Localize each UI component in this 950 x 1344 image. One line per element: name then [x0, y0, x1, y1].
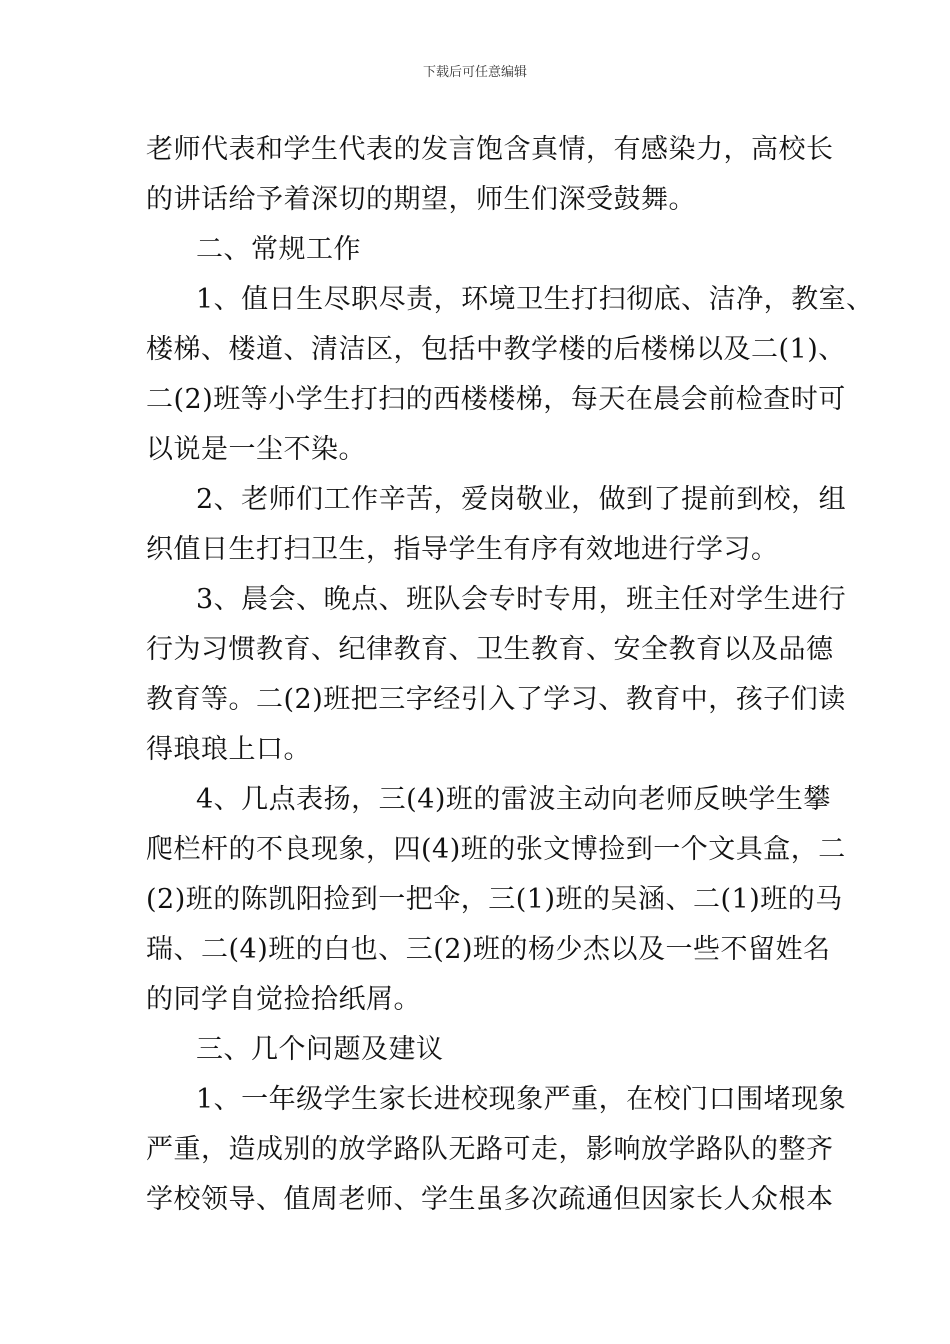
section-heading: 二、常规工作 — [196, 234, 361, 265]
text-line: 爬栏杆的不良现象，四(4)班的张文博捡到一个文具盒，二 — [146, 834, 846, 865]
text-line: 瑞、二(4)班的白也、三(2)班的杨少杰以及一些不留姓名 — [146, 934, 831, 965]
text-line: 教育等。二(2)班把三字经引入了学习、教育中，孩子们读 — [146, 684, 846, 715]
text-line: 楼梯、楼道、清洁区，包括中教学楼的后楼梯以及二(1)、 — [146, 334, 846, 365]
text-line: 以说是一尘不染。 — [146, 434, 366, 465]
paragraph-start: 1、值日生尽职尽责，环境卫生打扫彻底、洁净，教室、 — [196, 284, 874, 315]
text-line: 织值日生打扫卫生，指导学生有序有效地进行学习。 — [146, 534, 779, 565]
text-line: 老师代表和学生代表的发言饱含真情，有感染力，高校长 — [146, 134, 834, 165]
page-header: 下载后可任意编辑 — [422, 65, 527, 80]
text-line: 二(2)班等小学生打扫的西楼楼梯，每天在晨会前检查时可 — [146, 384, 846, 415]
text-line: (2)班的陈凯阳捡到一把伞，三(1)班的吴涵、二(1)班的马 — [146, 884, 843, 915]
text-line: 的同学自觉捡拾纸屑。 — [146, 984, 421, 1015]
paragraph-start: 3、晨会、晚点、班队会专时专用，班主任对学生进行 — [196, 584, 847, 615]
text-line: 行为习惯教育、纪律教育、卫生教育、安全教育以及品德 — [146, 634, 834, 665]
text-line: 的讲话给予着深切的期望，师生们深受鼓舞。 — [146, 184, 696, 215]
paragraph-start: 4、几点表扬，三(4)班的雷波主动向老师反映学生攀 — [196, 784, 831, 815]
text-line: 得琅琅上口。 — [146, 734, 311, 765]
section-heading: 三、几个问题及建议 — [196, 1034, 444, 1065]
text-line: 严重，造成别的放学路队无路可走，影响放学路队的整齐 — [146, 1134, 834, 1165]
paragraph-start: 2、老师们工作辛苦，爱岗敬业，做到了提前到校，组 — [196, 484, 847, 515]
paragraph-start: 1、一年级学生家长进校现象严重，在校门口围堵现象 — [196, 1084, 847, 1115]
text-line: 学校领导、值周老师、学生虽多次疏通但因家长人众根本 — [146, 1184, 834, 1215]
